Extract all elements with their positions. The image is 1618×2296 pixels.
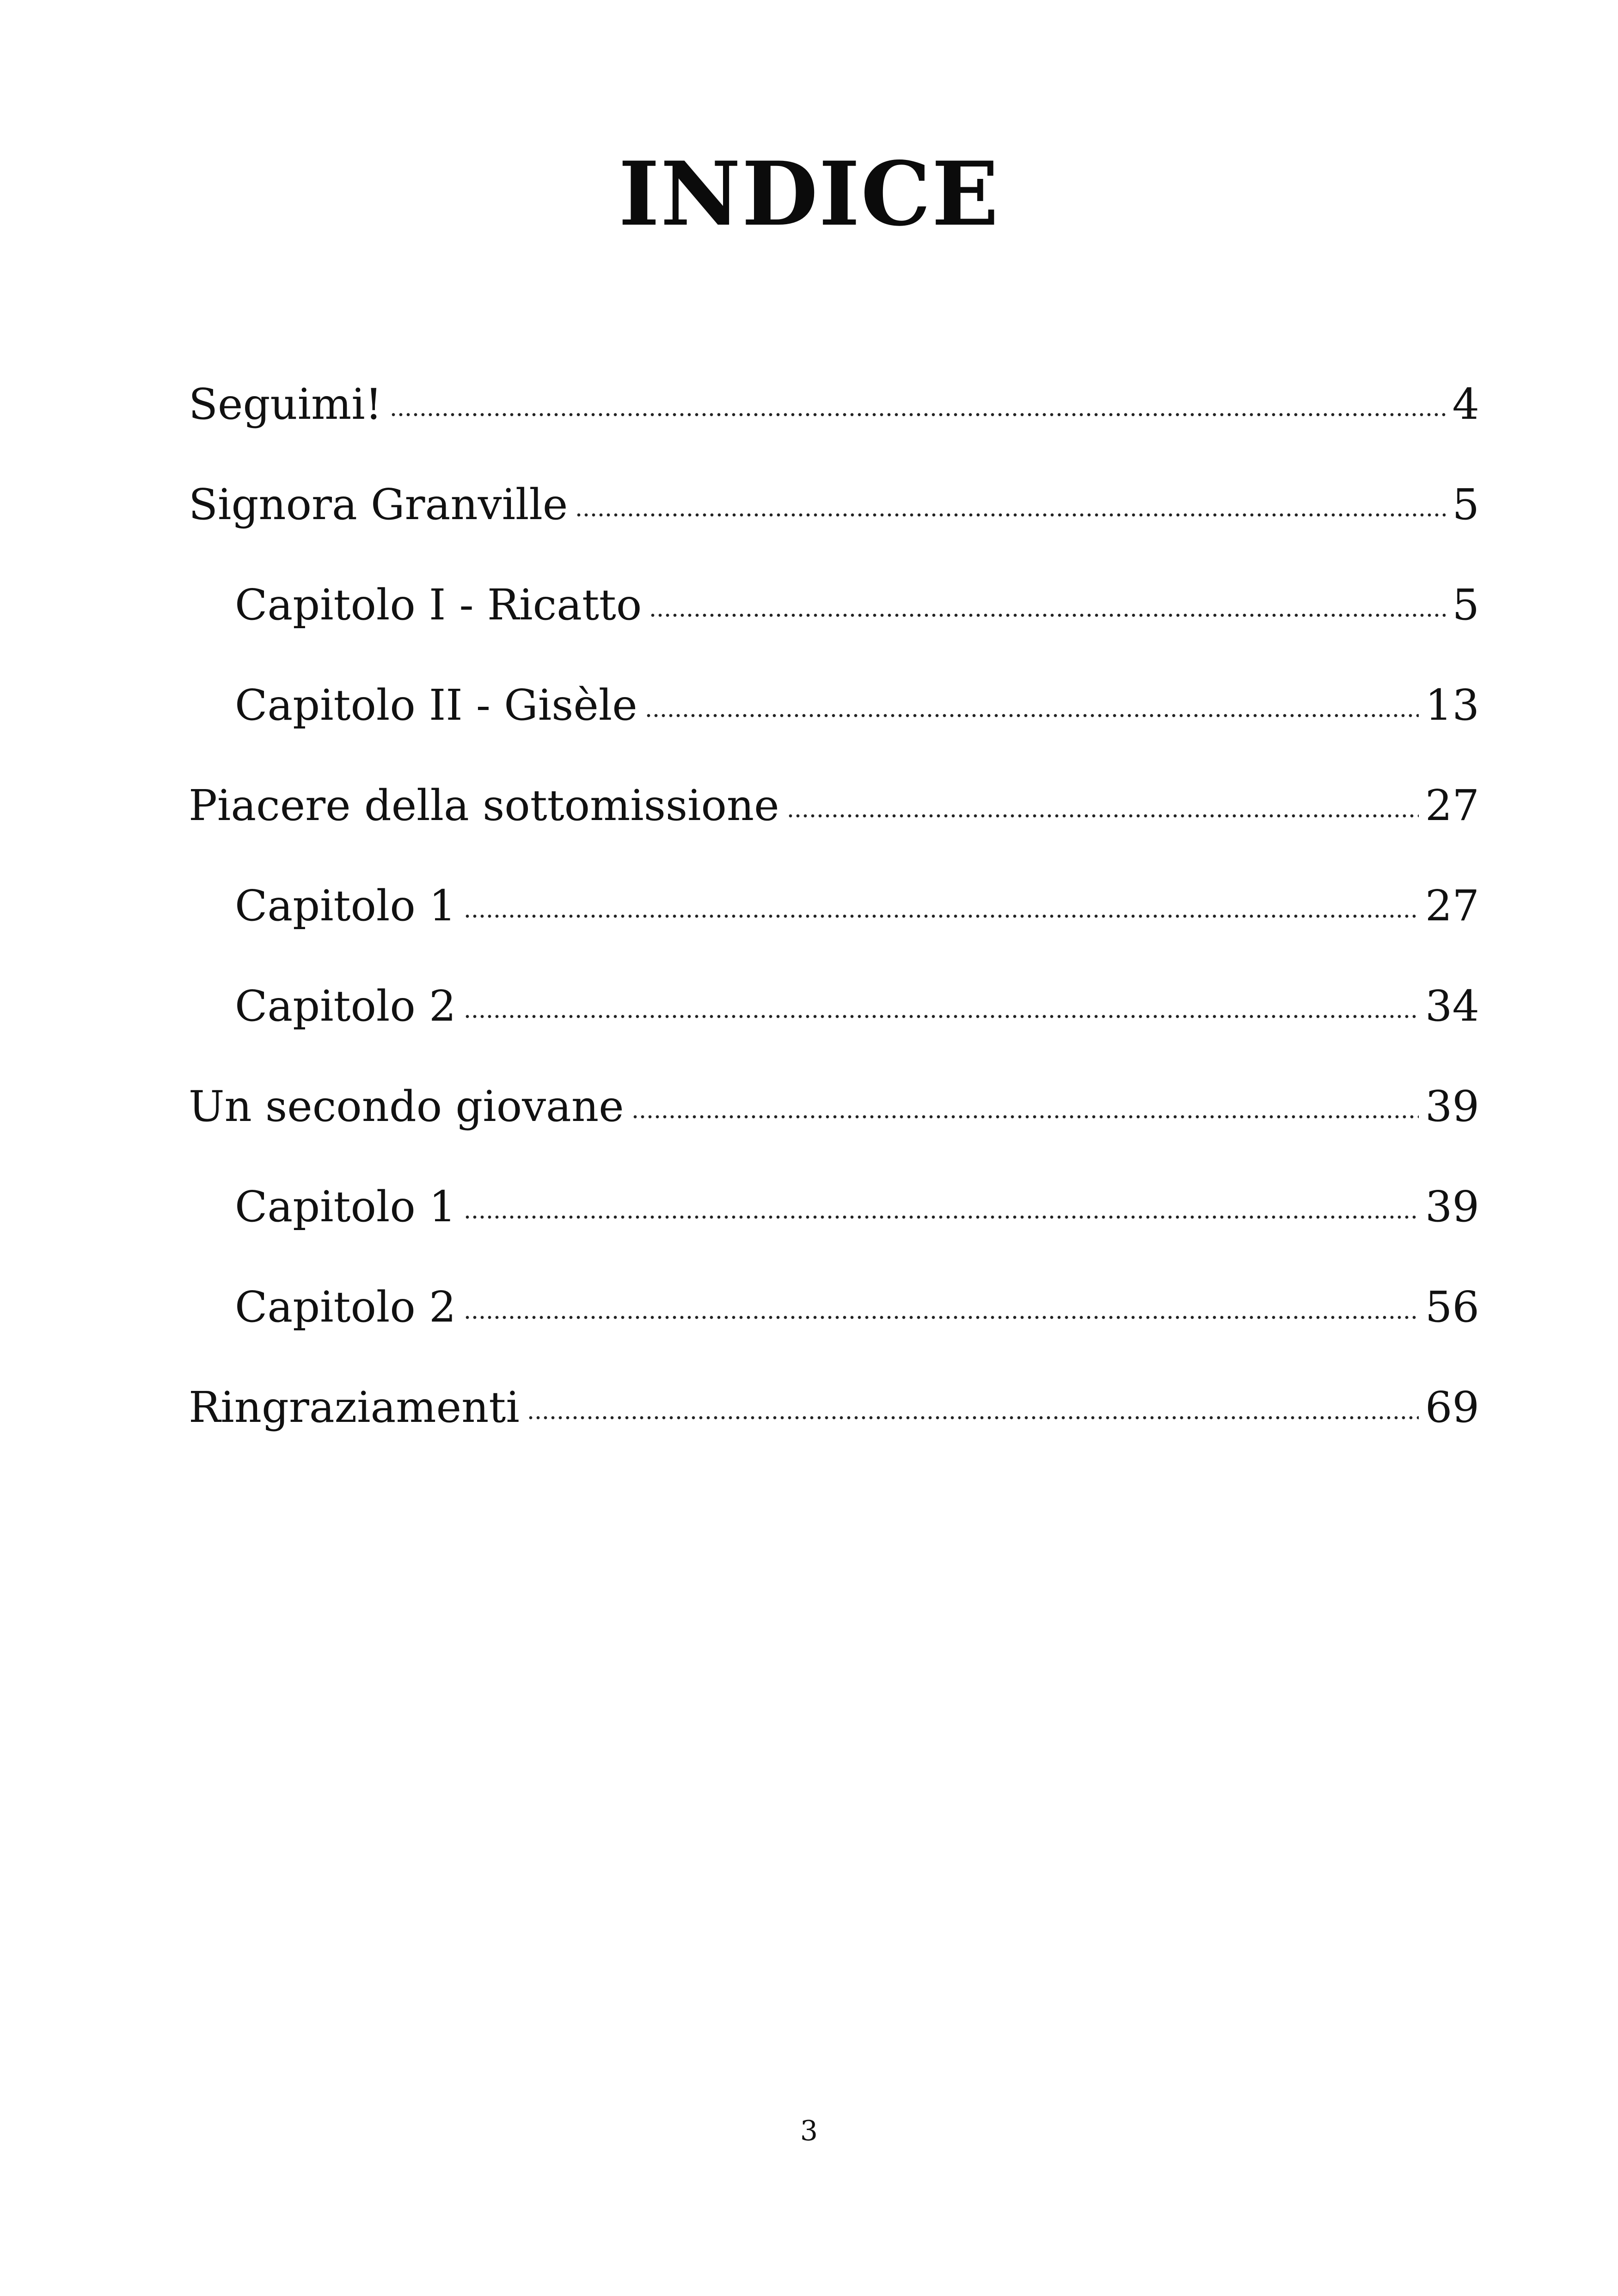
toc-entry-page: 13 — [1425, 680, 1479, 730]
dot-leader — [645, 713, 1419, 718]
toc-entry-title: Ringraziamenti — [189, 1383, 520, 1432]
toc-entry-page: 69 — [1425, 1383, 1479, 1432]
dot-leader — [464, 1014, 1419, 1019]
toc-subentry[interactable] — [189, 675, 1479, 776]
toc-entry[interactable] — [189, 776, 1479, 876]
toc-entry-title: Signora Granville — [189, 480, 568, 529]
toc-subentry[interactable] — [189, 876, 1479, 976]
dot-leader — [575, 513, 1446, 517]
toc-subentry[interactable] — [189, 1177, 1479, 1277]
dot-leader — [527, 1415, 1419, 1420]
toc-entry-page: 39 — [1425, 1082, 1479, 1131]
toc-entry-title: Capitolo II - Gisèle — [235, 680, 637, 730]
toc-entry-page: 56 — [1425, 1282, 1479, 1332]
toc-entry[interactable] — [189, 374, 1479, 475]
toc-entry-page: 27 — [1425, 881, 1479, 931]
toc-entry[interactable] — [189, 475, 1479, 575]
toc-entry-page: 39 — [1425, 1182, 1479, 1231]
toc-entry-page: 34 — [1425, 981, 1479, 1031]
toc-entry-page: 27 — [1425, 781, 1479, 830]
dot-leader — [464, 1215, 1419, 1219]
dot-leader — [464, 914, 1419, 918]
toc-entry-page: 4 — [1452, 380, 1479, 429]
dot-leader — [787, 814, 1419, 818]
toc-entry-title: Capitolo 2 — [235, 981, 456, 1031]
toc-entry-title: Capitolo 1 — [235, 881, 456, 931]
page-title: INDICE — [618, 142, 1000, 245]
toc-entry[interactable] — [189, 1378, 1479, 1478]
toc-entry-title: Seguimi! — [189, 380, 382, 429]
dot-leader — [464, 1315, 1419, 1320]
dot-leader — [649, 613, 1446, 618]
toc-entry[interactable] — [189, 1077, 1479, 1177]
dot-leader — [631, 1114, 1419, 1119]
toc-subentry[interactable] — [189, 1277, 1479, 1378]
toc-entry-title: Piacere della sottomissione — [189, 781, 779, 830]
toc-subentry[interactable] — [189, 575, 1479, 675]
table-of-contents — [189, 374, 1479, 1478]
dot-leader — [390, 412, 1446, 417]
toc-entry-title: Capitolo 2 — [235, 1282, 456, 1332]
toc-entry-title: Un secondo giovane — [189, 1082, 624, 1131]
toc-entry-page: 5 — [1452, 480, 1479, 529]
toc-subentry[interactable] — [189, 976, 1479, 1077]
toc-entry-page: 5 — [1452, 580, 1479, 630]
toc-entry-title: Capitolo I - Ricatto — [235, 580, 642, 630]
page-number: 3 — [800, 2115, 818, 2147]
toc-entry-title: Capitolo 1 — [235, 1182, 456, 1231]
